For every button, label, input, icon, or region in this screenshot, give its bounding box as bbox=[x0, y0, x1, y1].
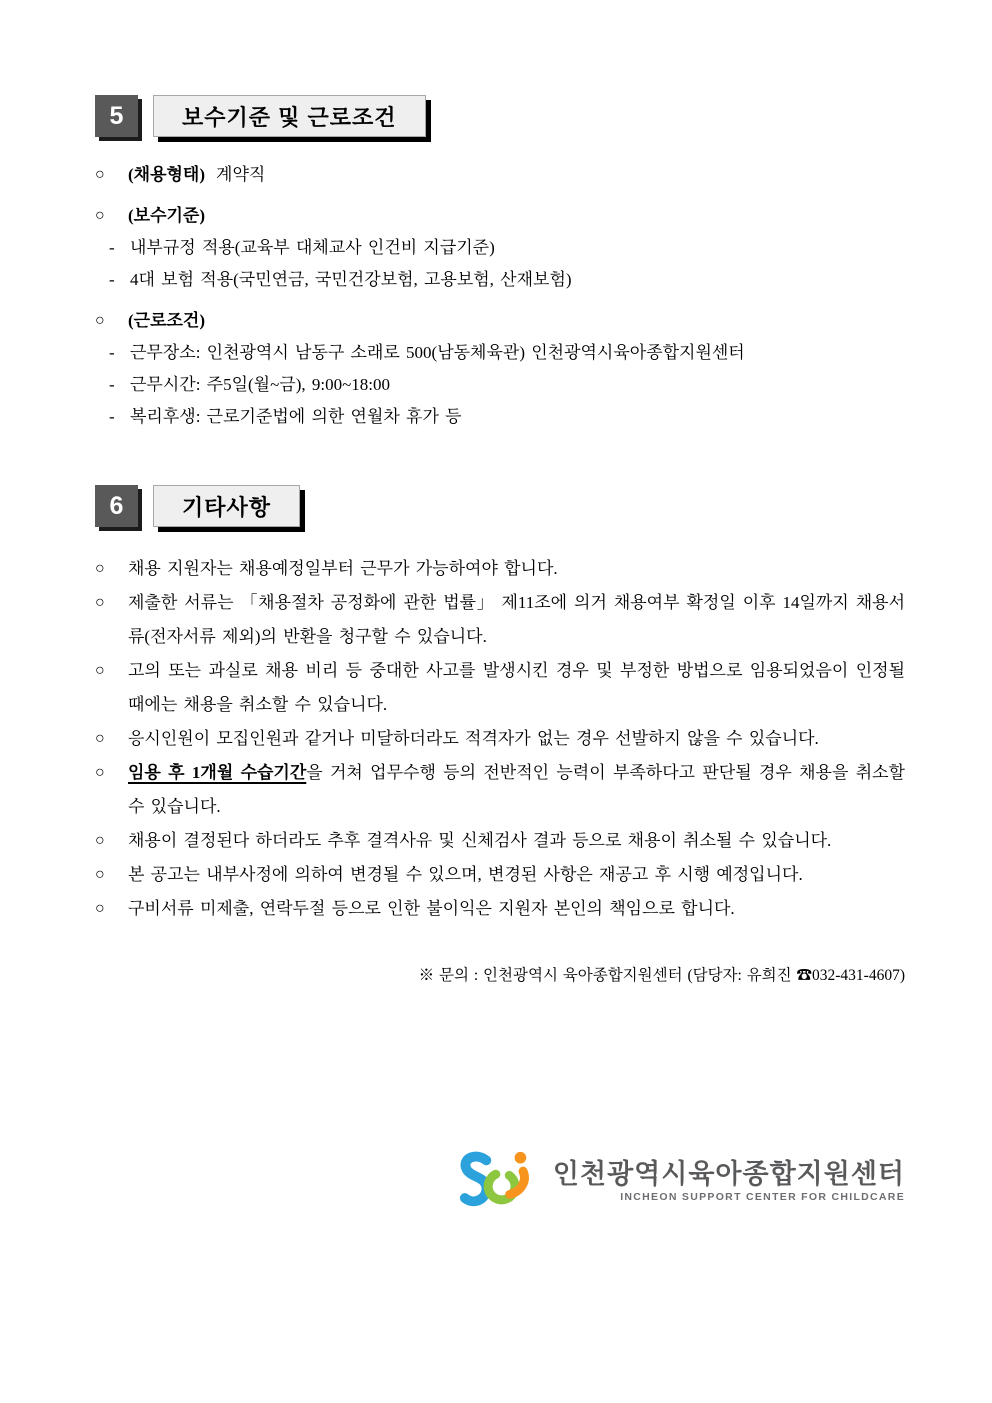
bullet-no-selection bbox=[95, 722, 905, 756]
probation-emphasis: 임용 후 1개월 수습기간 bbox=[128, 763, 307, 782]
bullet-text bbox=[128, 305, 905, 337]
circle-bullet-marker: ○ bbox=[95, 730, 105, 747]
organization-logo bbox=[95, 1145, 905, 1217]
bullet-text: 본 공고는 내부사정에 의하여 변경될 수 있으며, 변경된 사항은 재공고 후 시행 예정입니다. bbox=[128, 865, 803, 884]
bullet-start-date bbox=[95, 552, 905, 586]
circle-bullet-marker: ○ bbox=[95, 560, 105, 577]
subitem-welfare bbox=[95, 401, 905, 433]
subitem-text: 근무장소: 인천광역시 남동구 소래로 500(남동체육관) 인천광역시육아종합지원센터 bbox=[130, 343, 745, 362]
circle-bullet-marker: ○ bbox=[95, 312, 105, 329]
bullet-text: 제출한 서류는 「채용절차 공정화에 관한 법률」 제11조에 의거 채용여부 확정일 이후 14일까지 채용서류(전자서류 제외)의 반환을 청구할 수 있습니다. bbox=[128, 593, 905, 646]
subitem-text: 4대 보험 적용(국민연금, 국민건강보험, 고용보험, 산재보험) bbox=[130, 270, 572, 289]
bullet-applicant-responsibility bbox=[95, 892, 905, 926]
bullet-label: (채용형태) bbox=[128, 165, 206, 184]
logo-english-name: INCHEON SUPPORT CENTER FOR CHILDCARE bbox=[620, 1190, 905, 1203]
logo-korean-name: 인천광역시육아종합지원센터 bbox=[552, 1158, 905, 1189]
subitem-internal-rules bbox=[95, 232, 905, 264]
bullet-employment-type bbox=[95, 159, 905, 191]
dash-bullet-marker: - bbox=[109, 238, 115, 257]
bullet-text: 구비서류 미제출, 연락두절 등으로 인한 불이익은 지원자 본인의 책임으로 합니다. bbox=[128, 899, 735, 918]
logo-mark-icon bbox=[455, 1145, 541, 1217]
circle-bullet-marker: ○ bbox=[95, 594, 105, 611]
bullet-cancellation-misconduct bbox=[95, 654, 905, 722]
bullet-work-conditions bbox=[95, 305, 905, 337]
bullet-pay-standard bbox=[95, 200, 905, 232]
circle-bullet-marker: ○ bbox=[95, 900, 105, 917]
logo-i-dot bbox=[514, 1152, 526, 1164]
section-6-number-badge: 6 bbox=[95, 485, 138, 527]
bullet-notice-change bbox=[95, 858, 905, 892]
circle-bullet-marker: ○ bbox=[95, 764, 105, 781]
section-compensation bbox=[95, 95, 905, 433]
circle-bullet-marker: ○ bbox=[95, 662, 105, 679]
logo-c-ring bbox=[483, 1168, 520, 1205]
bullet-text bbox=[128, 756, 905, 824]
bullet-text: 고의 또는 과실로 채용 비리 등 중대한 사고를 발생시킨 경우 및 부정한 방법으로 임용되었음이 인정될 때에는 채용을 취소할 수 있습니다. bbox=[128, 661, 905, 714]
dash-bullet-marker: - bbox=[109, 270, 115, 289]
subitem-text: 근무시간: 주5일(월~금), 9:00~18:00 bbox=[130, 375, 391, 394]
circle-bullet-marker: ○ bbox=[95, 166, 105, 183]
bullet-probation bbox=[95, 756, 905, 824]
logo-text-block bbox=[553, 1158, 905, 1205]
bullet-text bbox=[128, 200, 905, 232]
section-6-title: 기타사항 bbox=[153, 485, 300, 527]
subitem-text: 내부규정 적용(교육부 대체교사 인건비 지급기준) bbox=[130, 238, 495, 257]
section-other-matters bbox=[95, 485, 905, 926]
circle-bullet-marker: ○ bbox=[95, 832, 105, 849]
bullet-text bbox=[128, 159, 905, 191]
circle-bullet-marker: ○ bbox=[95, 866, 105, 883]
dash-bullet-marker: - bbox=[109, 343, 115, 362]
subitem-workplace bbox=[95, 337, 905, 369]
bullet-text: 응시인원이 모집인원과 같거나 미달하더라도 적격자가 없는 경우 선발하지 않을 수 있습니다. bbox=[128, 729, 819, 748]
subitem-text: 복리후생: 근로기준법에 의한 연월차 휴가 등 bbox=[130, 407, 462, 426]
dash-bullet-marker: - bbox=[109, 407, 115, 426]
contact-footnote: ※ 문의 : 인천광역시 육아종합지원센터 (담당자: 유희진 ☎032-431-4607) bbox=[418, 967, 905, 984]
section-6-header bbox=[95, 485, 905, 527]
bullet-text: 채용 지원자는 채용예정일부터 근무가 가능하여야 합니다. bbox=[128, 559, 558, 578]
probation-rest: 을 거쳐 업무수행 등의 전반적인 능력이 부족하다고 판단될 경우 채용을 취소할 수 있습니다. bbox=[128, 763, 905, 816]
bullet-value: 계약직 bbox=[216, 165, 266, 184]
circle-bullet-marker: ○ bbox=[95, 207, 105, 224]
bullet-label: (근로조건) bbox=[128, 311, 206, 330]
section-5-title: 보수기준 및 근로조건 bbox=[153, 95, 426, 137]
subitem-four-insurances bbox=[95, 264, 905, 296]
bullet-document-return bbox=[95, 586, 905, 654]
bullet-label: (보수기준) bbox=[128, 206, 206, 225]
bullet-text: 채용이 결정된다 하더라도 추후 결격사유 및 신체검사 결과 등으로 채용이 취소될 수 있습니다. bbox=[128, 831, 832, 850]
section-5-header bbox=[95, 95, 905, 137]
bullet-disqualification bbox=[95, 824, 905, 858]
dash-bullet-marker: - bbox=[109, 375, 115, 394]
subitem-workhours bbox=[95, 369, 905, 401]
logo-s-shape bbox=[465, 1157, 487, 1202]
section-5-number-badge: 5 bbox=[95, 95, 138, 137]
